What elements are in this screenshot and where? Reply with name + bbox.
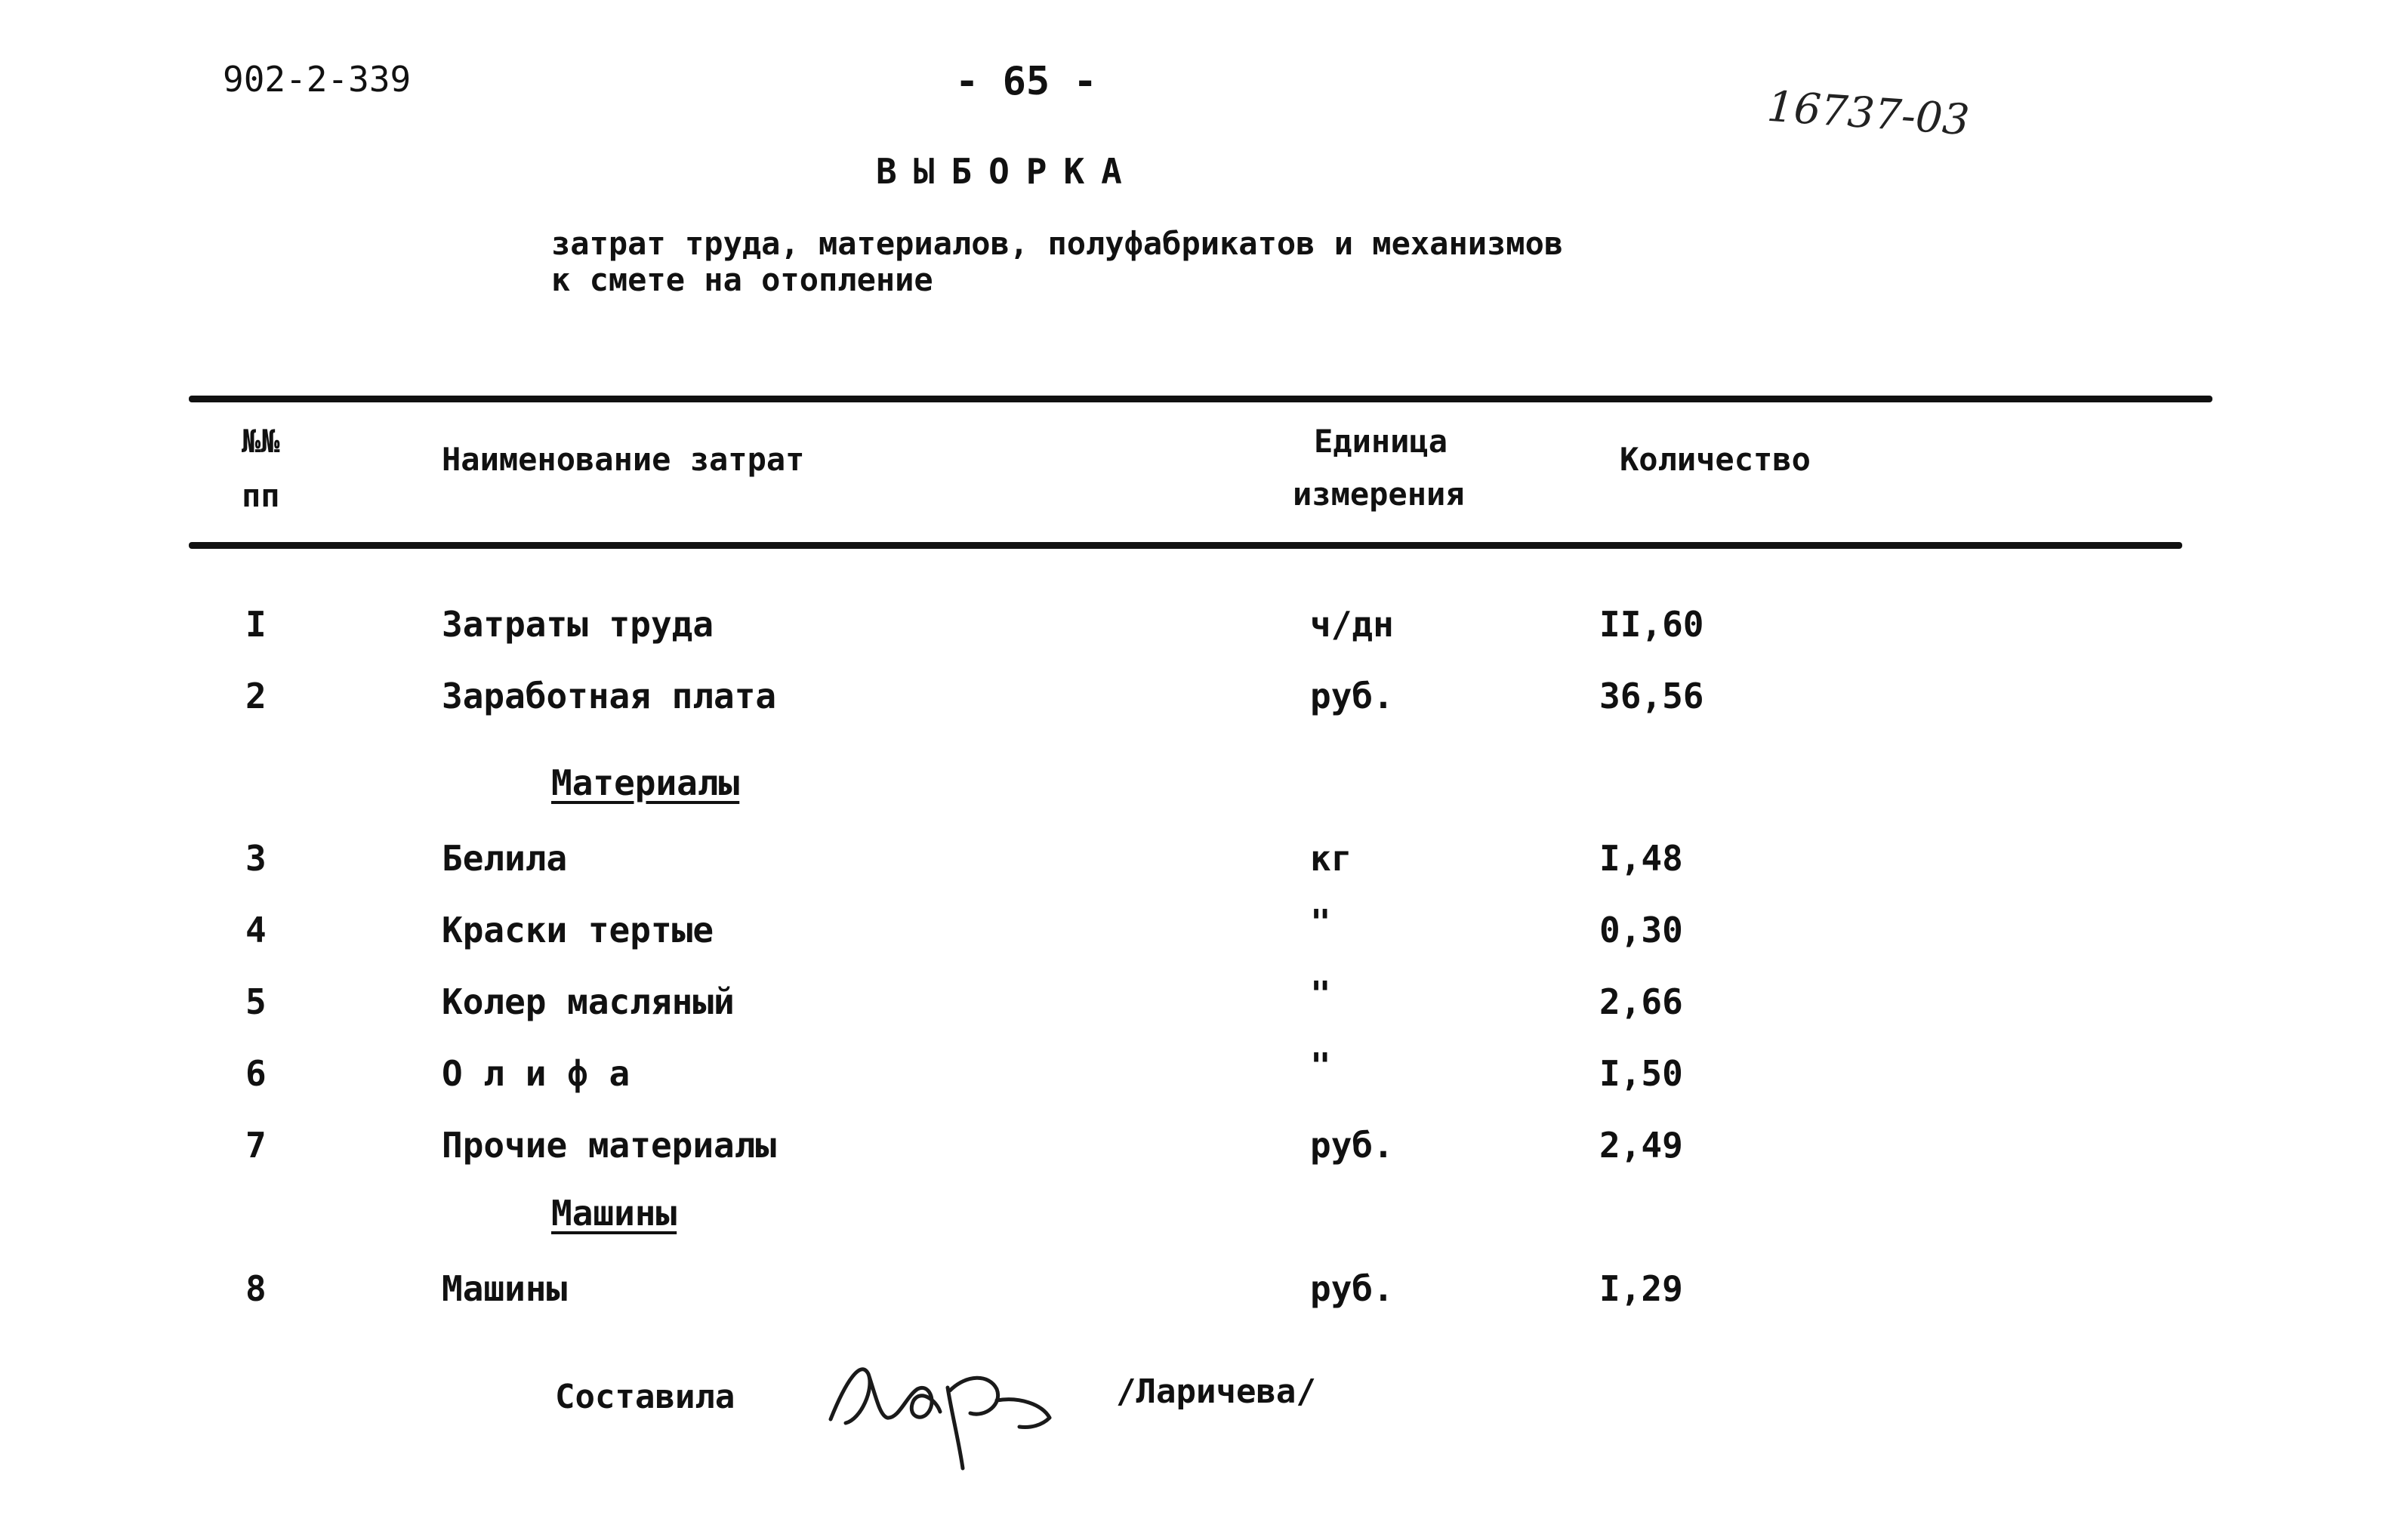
row-quantity: 36,56 <box>1599 676 1704 716</box>
row-unit: руб. <box>1310 676 1394 716</box>
row-name: О л и ф а <box>442 1053 631 1094</box>
document-subtitle-line2: к смете на отопление <box>551 261 933 298</box>
row-quantity: I,48 <box>1599 838 1683 879</box>
row-unit: " <box>1310 974 1331 1015</box>
document-subtitle-line1: затрат труда, материалов, полуфабрикатов и механизмов <box>551 225 1564 262</box>
header-quantity: Количество <box>1620 441 1811 478</box>
row-unit: " <box>1310 1046 1331 1086</box>
row-name: Машины <box>442 1268 568 1309</box>
section-machines: Машины <box>551 1193 677 1234</box>
row-quantity: 0,30 <box>1599 910 1683 950</box>
row-name: Колер масляный <box>442 981 735 1022</box>
header-number-line1: №№ <box>242 423 280 460</box>
compiled-by-label: Составила <box>555 1378 735 1416</box>
row-name: Заработная плата <box>442 676 777 716</box>
document-title: ВЫБОРКА <box>876 151 1139 192</box>
handwritten-signature <box>816 1329 1072 1480</box>
row-unit: ч/дн <box>1310 604 1394 645</box>
table-top-rule <box>189 396 2212 402</box>
row-name: Затраты труда <box>442 604 714 645</box>
row-number: I <box>245 604 267 645</box>
document-code: 902-2-339 <box>223 59 412 100</box>
row-unit: " <box>1310 902 1331 943</box>
row-number: 5 <box>245 981 267 1022</box>
page-number: - 65 - <box>955 59 1097 104</box>
row-quantity: I,29 <box>1599 1268 1683 1309</box>
row-number: 8 <box>245 1268 267 1309</box>
row-name: Краски тертые <box>442 910 714 950</box>
row-unit: руб. <box>1310 1268 1394 1309</box>
row-name: Белила <box>442 838 568 879</box>
row-number: 4 <box>245 910 267 950</box>
table-header-rule <box>189 542 2182 549</box>
row-quantity: 2,66 <box>1599 981 1683 1022</box>
row-number: 7 <box>245 1125 267 1166</box>
header-unit-line2: измерения <box>1293 476 1465 513</box>
section-materials: Материалы <box>551 762 740 803</box>
row-quantity: I,50 <box>1599 1053 1683 1094</box>
row-quantity: II,60 <box>1599 604 1704 645</box>
row-name: Прочие материалы <box>442 1125 777 1166</box>
header-number-line2: пп <box>242 477 280 514</box>
signer-name: /Ларичева/ <box>1116 1372 1316 1411</box>
header-unit-line1: Единица <box>1314 423 1448 460</box>
row-unit: кг <box>1310 838 1352 879</box>
archive-number: 16737-03 <box>1765 82 1972 146</box>
row-quantity: 2,49 <box>1599 1125 1683 1166</box>
row-number: 6 <box>245 1053 267 1094</box>
row-number: 3 <box>245 838 267 879</box>
row-unit: руб. <box>1310 1125 1394 1166</box>
row-number: 2 <box>245 676 267 716</box>
header-name: Наименование затрат <box>442 441 805 478</box>
